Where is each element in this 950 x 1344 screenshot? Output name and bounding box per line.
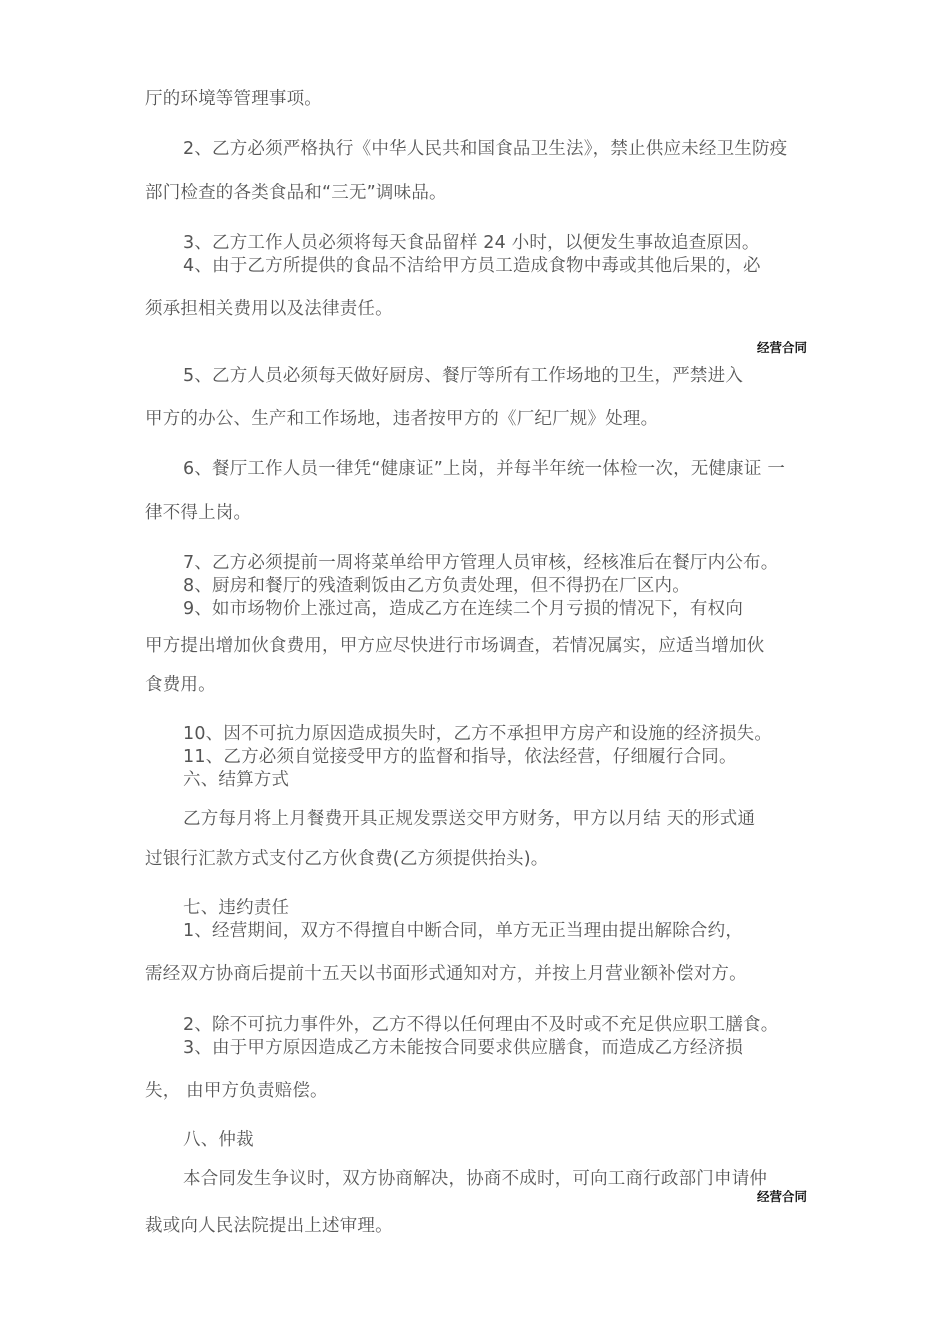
- clause-9: 9、如市场物价上涨过高，造成乙方在连续二个月亏损的情况下，有权向: [183, 599, 744, 619]
- clause-8: 8、厨房和餐厅的残渣剩饭由乙方负责处理，但不得扔在厂区内。: [183, 576, 690, 596]
- clause-6: 6、餐厅工作人员一律凭“健康证”上岗，并每半年统一体检一次，无健康证 一: [183, 459, 786, 479]
- clause-5: 5、乙方人员必须每天做好厨房、餐厅等所有工作场地的卫生，严禁进入: [183, 366, 744, 386]
- clause-3: 3、乙方工作人员必须将每天食品留样 24 小时，以便发生事故追查原因。: [183, 233, 760, 253]
- clause-4: 4、由于乙方所提供的食品不洁给甲方员工造成食物中毒或其他后果的，必: [183, 256, 761, 276]
- text-line: 须承担相关费用以及法律责任。: [145, 299, 393, 319]
- arbitration-text: 本合同发生争议时，双方协商解决，协商不成时，可向工商行政部门申请仲: [183, 1169, 768, 1189]
- text-line: 需经双方协商后提前十五天以书面形式通知对方，并按上月营业额补偿对方。: [145, 964, 747, 984]
- header-tag: 经营合同: [756, 340, 807, 355]
- liability-clause-2: 2、除不可抗力事件外，乙方不得以任何理由不及时或不充足供应职工膳食。: [183, 1015, 779, 1035]
- clause-11: 11、乙方必须自觉接受甲方的监督和指导，依法经营，仔细履行合同。: [183, 747, 737, 767]
- text-line: 裁或向人民法院提出上述审理。: [145, 1216, 393, 1236]
- settlement-text: 乙方每月将上月餐费开具正规发票送交甲方财务，甲方以月结 天的形式通: [183, 809, 756, 829]
- text-line: 部门检查的各类食品和“三无”调味品。: [145, 183, 447, 203]
- footer-tag: 经营合同: [756, 1189, 807, 1204]
- text-line: 厅的环境等管理事项。: [145, 89, 322, 109]
- text-line: 甲方提出增加伙食费用，甲方应尽快进行市场调查，若情况属实，应适当增加伙: [145, 636, 765, 656]
- section-heading-settlement: 六、结算方式: [183, 770, 290, 790]
- text-line: 律不得上岗。: [145, 503, 252, 523]
- clause-7: 7、乙方必须提前一周将菜单给甲方管理人员审核，经核准后在餐厅内公布。: [183, 553, 779, 573]
- text-line: 甲方的办公、生产和工作场地，违者按甲方的《厂纪厂规》处理。: [145, 409, 659, 429]
- text-line: 食费用。: [145, 675, 216, 695]
- text-line: 失， 由甲方负责赔偿。: [145, 1081, 328, 1101]
- text-line: 过银行汇款方式支付乙方伙食费(乙方须提供抬头)。: [145, 849, 549, 869]
- section-heading-arbitration: 八、仲裁: [183, 1130, 254, 1150]
- clause-10: 10、因不可抗力原因造成损失时，乙方不承担甲方房产和设施的经济损失。: [183, 724, 773, 744]
- liability-clause-1: 1、经营期间，双方不得擅自中断合同，单方无正当理由提出解除合约，: [183, 921, 744, 941]
- clause-2: 2、乙方必须严格执行《中华人民共和国食品卫生法》，禁止供应未经卫生防疫: [183, 139, 788, 159]
- liability-clause-3: 3、由于甲方原因造成乙方未能按合同要求供应膳食，而造成乙方经济损: [183, 1038, 744, 1058]
- section-heading-liability: 七、违约责任: [183, 898, 290, 918]
